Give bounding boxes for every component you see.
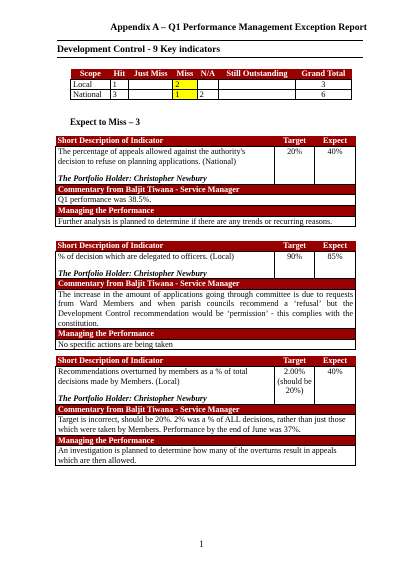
cell-hit: 3 — [110, 90, 128, 100]
cell-scope: National — [71, 90, 111, 100]
managing-header: Managing the Performance — [56, 205, 356, 216]
short-description-header: Short Description of Indicator — [56, 136, 275, 147]
expect-header: Expect — [315, 356, 356, 367]
column-header-miss: Miss — [173, 69, 197, 80]
section-divider — [57, 57, 363, 58]
portfolio-holder: The Portfolio Holder: Christopher Newbury — [58, 394, 207, 404]
cell-total: 6 — [295, 90, 351, 100]
indicator-description-cell — [56, 367, 275, 405]
cell-outstanding — [219, 80, 295, 90]
cell-na: 2 — [197, 90, 219, 100]
managing-header: Managing the Performance — [56, 435, 356, 446]
column-header-na: N/A — [197, 69, 219, 80]
portfolio-holder: The Portfolio Holder: Christopher Newbury — [58, 174, 207, 184]
table-row — [71, 90, 352, 100]
indicator-table — [55, 136, 356, 227]
target-value: 20% — [275, 147, 315, 185]
commentary-header: Commentary from Baljit Tiwana - Service Manager — [56, 279, 356, 290]
managing-text: No specific actions are being taken — [56, 339, 356, 350]
commentary-text: Q1 performance was 38.5%. — [56, 195, 356, 206]
cell-miss: 2 — [173, 80, 197, 90]
expect-header: Expect — [315, 136, 356, 147]
commentary-text: Target is incorrect, should be 20%. 2% was a % of ALL decisions, rather than just those which were taken by Members. Performance by the end of June was 37%. — [56, 415, 356, 435]
indicator-table — [55, 241, 356, 350]
section-title: Development Control - 9 Key indicators — [57, 44, 221, 55]
expect-header: Expect — [315, 241, 356, 252]
managing-text: An investigation is planned to determine how many of the overturns result in appeals which are then allowed. — [56, 446, 356, 466]
managing-text: Further analysis is planned to determine if there are any trends or recurring reasons. — [56, 216, 356, 227]
short-description-header: Short Description of Indicator — [56, 356, 275, 367]
table-header-row — [71, 69, 352, 80]
column-header-scope: Scope — [71, 69, 111, 80]
title-divider — [57, 40, 363, 41]
scope-summary-table — [70, 69, 352, 100]
cell-just-miss — [129, 90, 173, 100]
cell-total: 3 — [295, 80, 351, 90]
target-header: Target — [275, 241, 315, 252]
cell-miss: 1 — [173, 90, 197, 100]
cell-na — [197, 80, 219, 90]
cell-scope: Local — [71, 80, 111, 90]
page-title: Appendix A – Q1 Performance Management Exception Report — [110, 22, 367, 33]
indicator-description-cell — [56, 252, 275, 279]
target-value: 90% — [275, 252, 315, 279]
indicator-description-cell — [56, 147, 275, 185]
indicator-description: The percentage of appeals allowed against the authority's decision to refuse on planning applications. (National) — [58, 147, 246, 166]
indicator-description: % of decision which are delegated to officers. (Local) — [58, 252, 235, 261]
managing-header: Managing the Performance — [56, 329, 356, 340]
cell-hit: 1 — [110, 80, 128, 90]
indicator-description: Recommendations overturned by members as a % of total decisions made by Members. (Local) — [58, 367, 248, 386]
column-header-still-outstanding: Still Outstanding — [219, 69, 295, 80]
target-value: 2.00% (should be 20%) — [275, 367, 315, 405]
cell-just-miss — [129, 80, 173, 90]
column-header-grand-total: Grand Total — [295, 69, 351, 80]
target-header: Target — [275, 356, 315, 367]
short-description-header: Short Description of Indicator — [56, 241, 275, 252]
column-header-just-miss: Just Miss — [129, 69, 173, 80]
expect-value: 40% — [315, 147, 356, 185]
expect-value: 40% — [315, 367, 356, 405]
indicator-table — [55, 356, 356, 466]
portfolio-holder: The Portfolio Holder: Christopher Newbury — [58, 268, 207, 278]
expect-value: 85% — [315, 252, 356, 279]
table-row — [71, 80, 352, 90]
target-header: Target — [275, 136, 315, 147]
commentary-header: Commentary from Baljit Tiwana - Service Manager — [56, 184, 356, 195]
commentary-text: The increase in the amount of applications going through committee is due to requests from Ward Members and when parish councils recommend a ‘refusal’ but the Development Control recommendation would be ‘permission’ - this complies with the constitution. — [56, 289, 356, 328]
page-number: 1 — [199, 539, 204, 549]
cell-outstanding — [219, 90, 295, 100]
commentary-header: Commentary from Baljit Tiwana - Service Manager — [56, 404, 356, 415]
expect-to-miss-heading: Expect to Miss – 3 — [70, 117, 140, 127]
column-header-hit: Hit — [110, 69, 128, 80]
